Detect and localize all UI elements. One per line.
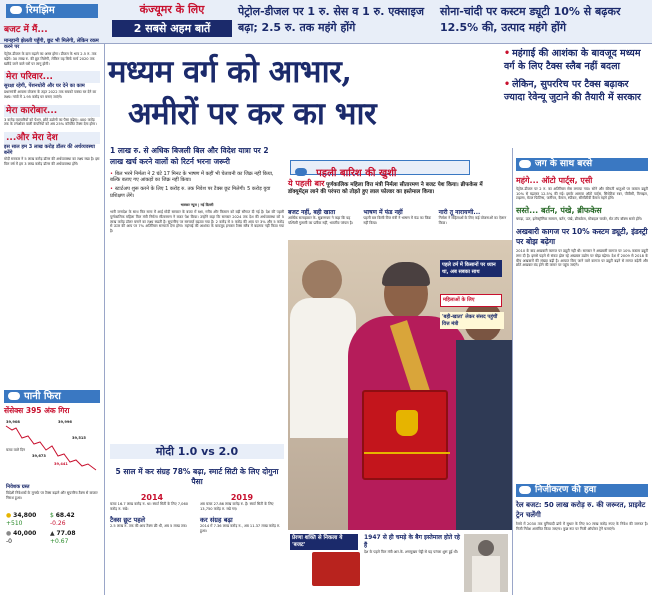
folder-string — [364, 452, 450, 454]
sasta-body: चमड़ा, ऊन, इलेक्ट्रॉनिक सामान, बर्तन, पंखे, ब्रीफकेस, मोबाइल चार्जर, सेट टॉप बॉक्स सस्ते होंगे। — [516, 216, 643, 221]
mera-desh: ...और मेरा देश — [4, 132, 100, 144]
year-2019: 2019 — [230, 493, 254, 502]
sensex-label: सेंसेक्स 395 अंक गिरा — [4, 406, 70, 415]
headline-line-2: अमीरों पर कर का भार — [128, 96, 377, 132]
mid-author: भास्कर न्यूज | नई दिल्ली — [180, 202, 214, 207]
gold-news-text: सोना-चांदी पर कस्टम ड्यूटी 10% से बढ़कर 12.5% की, उत्पाद महंगे होंगे — [440, 5, 621, 34]
photo-col-2 — [363, 208, 434, 225]
market-title-bar: पानी फिरा — [4, 390, 100, 403]
mera-karobar: मेरा कारोबार... — [4, 105, 100, 117]
minister-hair — [382, 262, 430, 286]
modi-block — [110, 444, 284, 533]
bottom-note-photo — [312, 552, 360, 586]
bottom-note-box — [290, 534, 358, 550]
kar-title: कर संग्रह बढ़ा — [200, 516, 233, 525]
mid-lead: 1 लाख रु. से अधिक बिजली बिल और विदेश यात्रा पर 2 लाख खर्च करने वालों को रिटर्न भरना जरूरी — [110, 146, 269, 166]
silver-icon: ● — [6, 530, 12, 537]
customs-body: 2010 के बाद अखबारी कागज पर ड्यूटी नहीं थी। सरकार ने अखबारी कागज पर 10% कस्टम ड्यूटी लगा दी है। इससे पहले से संकट झेल रहे अखबार उद्योग पर बोझ बढ़ेगा। देश में 2009 से 2018 के बीच अखबारों की संख्या बढ़ी है। आयात किए जाने वाले कागज पर ड्यूटी बढ़ने से लागत बढ़ेगी और छोटे अखबार बंद होने की कगार पर पहुंच जाएंगे। — [516, 249, 648, 268]
gold-icon: ● — [6, 512, 12, 519]
crude-icon: ▲ — [50, 530, 55, 537]
photo-quote-text: पूर्णकालिक महिला वित्त मंत्री निर्मला सीतारमण ने बजट पेश किया। ब्रीफकेस में डॉक्यूमेंट्स लाने की परंपरा को तोड़ते हुए लाल फोल्डर का इस्तेमाल किया। — [288, 182, 483, 195]
right-bullets — [504, 48, 648, 104]
desh-para: मोदी सरकार ने 5 लाख करोड़ डॉलर की अर्थव्यवस्था का लक्ष्य रखा है। इस वित्त वर्ष में हम 3 लाख करोड़ डॉलर की अर्थव्यवस्था होंगे। — [4, 157, 100, 166]
left-column — [4, 24, 100, 166]
mid-column — [110, 146, 284, 233]
photo-section-bar — [290, 160, 470, 179]
modi-sub: 5 साल में कर संग्रह 78% बढ़ा, स्मार्ट सिटी के लिए दोगुना पैसा — [115, 467, 279, 486]
gold-price-cell — [6, 512, 50, 528]
section-nijikaran-bar: निजीकरण की हवा — [516, 484, 648, 497]
mehenga-body: पेट्रोल-डीजल पर 2 रु. का अतिरिक्त सेस लगाया गया। सोने और कीमती धातुओं पर कस्टम ड्यूटी 10% से बढ़ाकर 12.5% की गई। इसके अलावा ऑटो पार्ट्स, सिंथेटिक रबर, पीवीसी, विनाइल, टाइल्स, मेटल फिटिंग्स, फर्नीचर, कैमरा, स्पीकर, सीसीटीवी कैमरा महंगे होंगे। — [516, 187, 648, 201]
cloud-icon — [8, 392, 20, 400]
mid-bullet-1: • बिल भरने निर्मला ने 2 घंटे 17 मिनट के भाषण में कहीं भी चेतावनी का जिक्र नहीं किया, बल्कि बताए गए आंकड़ों का जिक्र नहीं किया। — [110, 171, 284, 183]
photo-col-3 — [439, 208, 510, 225]
tax-body: 2.5 लाख रु. तक की आय टैक्स फ्री थी, अब 5 लाख तक। — [110, 524, 188, 529]
silver-price-cell — [6, 530, 50, 546]
mid-body: भारी जनादेश के साथ फिर सत्ता में आई मोदी सरकार के बजट में रक्षा, गरीब और किसान को बड़ी सौगात दी गई है। देश की पहली पूर्णकालिक महिला वित्त मंत्री निर्मला सीतारमण ने बजट पेश किया। उन्होंने कहा कि सरकार 2024 तक देश की अर्थव्यवस्था को 5 लाख करोड़ डॉलर बनाने का लक्ष्य रखती है। सुपररिच पर सरचार्ज बढ़ाया गया है। 2 करोड़ से 5 करोड़ की आय पर 3% और 5 करोड़ से ऊपर की आय पर 7% अतिरिक्त सरचार्ज देना होगा। महंगाई की आशंका के बावजूद इनकम टैक्स स्लैब में बदलाव नहीं किया गया है। — [110, 210, 284, 233]
silver-change: -0 — [6, 538, 12, 545]
photo-cols — [288, 208, 510, 225]
tax-title: टैक्स छूट पहले — [110, 516, 146, 525]
cloud-icon — [10, 6, 22, 14]
callout-2-text: महिलाओं के लिए — [443, 297, 475, 303]
nijikaran-block — [516, 484, 648, 531]
mehenga-title: महंगे... ऑटो पार्ट्स, एसी — [516, 176, 593, 185]
photo-section-title: पहली बारिश की खुशी — [316, 168, 397, 179]
modi-compare — [110, 493, 284, 533]
chetty-photo — [464, 534, 508, 592]
open-val: 39,908 — [6, 420, 20, 424]
customs-title: अखबारी कागज पर 10% कस्टम ड्यूटी, इंडस्ट्री पर बोझ बढ़ेगा — [516, 227, 648, 247]
desh-text: इस साल हम 3 लाख करोड़ डॉलर की अर्थव्यवस्था बनेंगे — [4, 143, 95, 156]
consumer-box — [112, 3, 232, 41]
folder-caption — [440, 312, 504, 329]
photo-col-3-body: निर्मला ने महिलाओं के लिए कई योजनाओं का ऐलान किया। — [438, 216, 507, 225]
cloud-icon — [519, 160, 531, 168]
kar-body: 2014 में 7.36 लाख करोड़ रु., अब 11.37 लाख करोड़ रु. हुआ। — [200, 524, 281, 533]
cloud-icon — [519, 486, 531, 494]
folder-caption-text: 'बही-खाता' लेकर संसद पहुंचीं वित्त मंत्री — [442, 314, 498, 327]
low-val: 39,673 — [32, 454, 46, 458]
official-body — [290, 298, 356, 438]
market-block — [4, 390, 100, 590]
leather-bag-note — [364, 534, 460, 555]
right-divider — [512, 148, 513, 595]
mid-val: 39,515 — [72, 436, 86, 440]
right-bullet-2: • लेकिन, सुपररिच पर टैक्स बढ़ाकर ज्यादा रेवेन्यू जुटाने की तैयारी में सरकार — [504, 79, 648, 104]
compare-2014: बजट 16.7 लाख करोड़ रु. था। स्मार्ट सिटी के लिए 7,060 करोड़ रु. रखे। — [110, 502, 189, 511]
gold-change: +510 — [6, 520, 23, 527]
finance-minister-photo — [288, 240, 512, 530]
photo-col-1 — [288, 208, 359, 225]
high-val: 39,996 — [58, 420, 72, 424]
year-2014: 2014 — [140, 493, 164, 502]
red-bahi-khata — [362, 390, 448, 480]
left-para-1: पेट्रोल-डीजल के दाम बढ़ाने का असर होगा। डीजल के भाव 2.5 रु. तक बढ़ेंगे। 30 लाख रु. की छूट मिलेगी, लेकिन यह सिर्फ मार्च 2020 तक खरीदे जाने वाले घरों पर लागू होगी। — [4, 52, 97, 66]
compare-2019: अब बजट 27.86 लाख करोड़ रु. है। स्मार्ट सिटी के लिए 13,750 करोड़ रु. रखे गए। — [200, 502, 274, 511]
right-bullet-1: • महंगाई की आशंका के बावजूद मध्यम वर्ग के लिए टैक्स स्लैब नहीं बदला — [504, 48, 648, 73]
photo-quote-label: ये पहली बार — [288, 179, 325, 188]
sensex-chart — [4, 416, 100, 476]
modi-col-2014 — [110, 493, 194, 533]
rimjhim-tag: रिमझिम — [6, 4, 98, 18]
consumer-label: कंज्यूमर के लिए — [139, 3, 205, 16]
cloud-icon — [295, 168, 307, 176]
modi-title: मोदी 1.0 vs 2.0 — [110, 444, 284, 459]
left-divider — [104, 44, 105, 595]
price-grid — [6, 512, 98, 546]
mid-bullet-2: • स्टार्टअप शुरू करने के लिए 1 करोड़ रु. तक निवेश पर टैक्स छूट मिलेगी। 5 करोड़ युवा प्रशिक्षण लेंगे। — [110, 186, 284, 198]
headline-line-1: मध्यम वर्ग को आभार, — [108, 54, 352, 90]
right-column — [516, 158, 648, 268]
dollar-icon: $ — [50, 512, 54, 519]
market-caption-para: विदेशी निवेशकों के मुनाफे पर टैक्स बढ़ाने और सुपररिच टैक्स से बाजार निराश हुआ। — [6, 491, 98, 500]
leather-bag-body: देश के पहले वित्त मंत्री आर.के. शणमुखम चेट्टी से यह परंपरा शुरू हुई थी। — [364, 550, 459, 554]
dollar-price: 68.42 — [55, 512, 75, 519]
crude-price-cell — [50, 530, 94, 546]
headline — [108, 52, 500, 136]
leather-bag-title: 1947 से ही चमड़े के बैग इस्तेमाल होते रहे हैं — [364, 534, 460, 549]
rail-title: रेल बजट: 50 लाख करोड़ रु. की जरूरत, प्राइवेट ट्रेन चलेंगी — [516, 501, 646, 519]
parivar-text: सुरक्षा रहेगी, पेंशनधोरी और घर देने का काम — [4, 83, 85, 90]
dollar-price-cell — [50, 512, 94, 528]
sasta-title: सस्ते... बर्तन, पंखे, ब्रीफकेस — [516, 205, 602, 215]
petrol-news: पेट्रोल-डीजल पर 1 रु. सेस व 1 रु. एक्साइज बढ़ा; 2.5 रु. तक महंगे होंगे — [238, 5, 425, 34]
silver-price: 40,000 — [13, 530, 37, 537]
gold-news — [440, 4, 646, 36]
chetty-head — [478, 540, 494, 556]
callout-box-2 — [440, 294, 502, 307]
modi-col-2019 — [200, 493, 284, 533]
bottom-note-text: प्रेरणा शक्ति से निकला ये 'बजट' — [292, 535, 343, 548]
crude-change: +0.67 — [50, 538, 69, 545]
callout-1-text: पहले टर्म में किसानों पर ध्यान था, अब सबका साथ — [442, 262, 496, 275]
callout-box-1 — [440, 260, 502, 277]
official-figure — [302, 260, 342, 300]
section-jag-bar: जग के साथ बरसे — [516, 158, 648, 171]
rail-body: रेलवे में 2030 तक बुनियादी ढांचे में सुधार के लिए 50 लाख करोड़ रुपए के निवेश की जरूरत है। निजी निवेश आमंत्रित किया जाएगा। कुछ रूट पर निजी ऑपरेटर ट्रेनें चलाएंगे। — [516, 522, 648, 531]
chetty-body — [472, 556, 500, 592]
budget-day: बजट वाले दिन — [6, 448, 26, 452]
photo-col-2-body: पहली बार किसी वित्त मंत्री ने भाषण में फंड का जिक्र नहीं किया। — [363, 216, 432, 225]
gold-price: 34,800 — [13, 512, 37, 519]
emblem-icon — [396, 410, 418, 436]
photo-col-3-title: नारी तू नारायणी... — [438, 209, 481, 216]
photo-col-1-body: आर्थिक सलाहकार के. सुब्रमण्यम ने कहा कि यह पश्चिमी गुलामी का प्रतीक नहीं, भारतीय परंपरा है। — [288, 216, 353, 225]
left-intro: मानहानी झेलती पहुँगी, छूट भी मिलेगी, लेकिन रकम करने पर — [4, 38, 99, 51]
consumer-sub: 2 सबसे अहम बातें — [112, 20, 232, 37]
mera-parivar: मेरा परिवार... — [4, 71, 100, 83]
side-figure-body — [456, 340, 512, 530]
left-title: बजट में मैं... — [4, 25, 48, 35]
parivar-para: प्रधानमंत्री आवास योजना के तहत 2022 तक सबको पक्का घर देने का लक्ष्य। गांवों में 1.95 करोड़ घर बनाए जाएंगे। — [4, 90, 97, 99]
photo-col-2-title: भाषण में फंड नहीं — [363, 209, 403, 216]
close-val: 39,441 — [54, 462, 68, 466]
crude-price: 77.08 — [56, 530, 76, 537]
dollar-change: -0.26 — [50, 520, 66, 527]
photo-col-1-title: बजट नहीं, बही खाता — [288, 209, 336, 216]
photo-quote — [288, 180, 504, 196]
market-caption: निवेशक ग्रस्त — [6, 484, 30, 490]
karobar-para: 3 करोड़ व्यापारियों को पेंशन, छोटे उद्योगों का पैसा बढ़ेगा। 400 करोड़ तक के टर्नओवर वाली कंपनियों को अब 25% कॉर्पोरेट टैक्स देना होगा। — [4, 117, 97, 127]
